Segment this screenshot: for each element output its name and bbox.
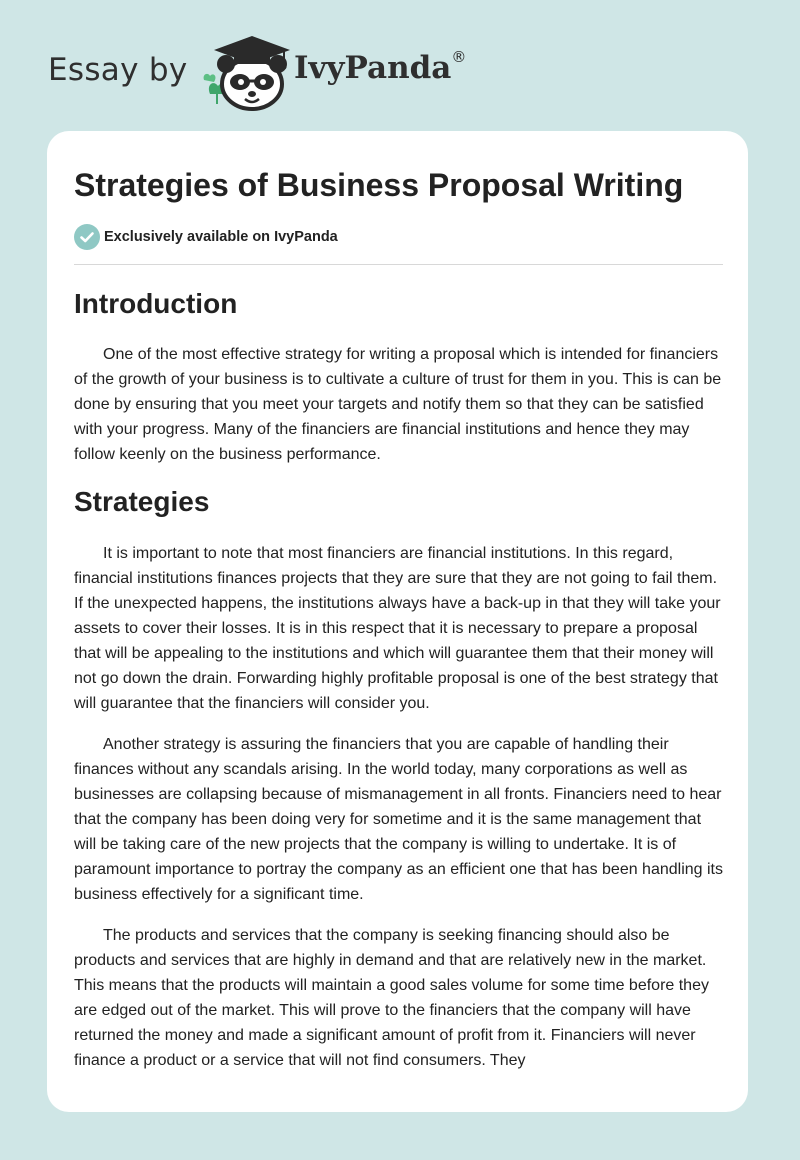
brand-header bbox=[48, 34, 508, 114]
section-heading-strategies: Strategies bbox=[74, 486, 210, 517]
panda-logo-icon bbox=[200, 34, 292, 112]
registered-mark: ® bbox=[451, 48, 467, 66]
essay-content bbox=[74, 131, 723, 1073]
checkmark-badge-icon bbox=[74, 224, 100, 250]
page-title: Strategies of Business Proposal Writing bbox=[74, 167, 684, 203]
exclusive-badge bbox=[74, 224, 723, 250]
paragraph: The products and services that the company is seeking financing should also be products and services that are highly in demand and that are relatively new in the market. This means that the products will maintain a good sales volume for some time before they are edged out of the market. This will prove to the financiers that the company will have returned the money and made a significant amount of profit from it. Financiers will never finance a product or a service that will not find consumers. They bbox=[74, 927, 709, 1069]
brand-name: IvyPanda® bbox=[294, 48, 467, 86]
paragraph: One of the most effective strategy for writing a proposal which is intended for financiers of the growth of your business is to cultivate a culture of trust for them in you. This is can be done by ensuring that you meet your targets and notify them so that they can be satisfied with your progress. Many of the financiers are financial institutions and hence they may follow keenly on the business performance. bbox=[74, 346, 722, 463]
paragraph: Another strategy is assuring the financiers that you are capable of handling their finances without any scandals arising. In the world today, many corporations as well as businesses are collapsing because of mismanagement in all fronts. Financiers need to hear that the company has been doing very for sometime and it is the same management that will be taking care of the new projects that the company is willing to undertake. It is of paramount importance to portray the company as an efficient one that has been handling its business effectively for a significant time. bbox=[74, 736, 723, 903]
title-divider bbox=[74, 264, 723, 265]
section-heading-introduction: Introduction bbox=[74, 288, 238, 319]
brand-prefix: Essay by bbox=[48, 52, 188, 88]
paragraph: It is important to note that most financiers are financial institutions. In this regard, financial institutions finances projects that they are sure that they are not going to fail them. If the unexpected happens, the institutions always have a back-up in that they will take your assets to cover their losses. It is in this respect that it is necessary to prepare a proposal that will be appealing to the institutions and which will guarantee them that their money will not go down the drain. Forwarding highly profitable proposal is one of the best strategy that will guarantee that the financiers will consider you. bbox=[74, 545, 721, 712]
essay-card bbox=[47, 131, 748, 1112]
exclusive-label: Exclusively available on IvyPanda bbox=[104, 229, 338, 245]
